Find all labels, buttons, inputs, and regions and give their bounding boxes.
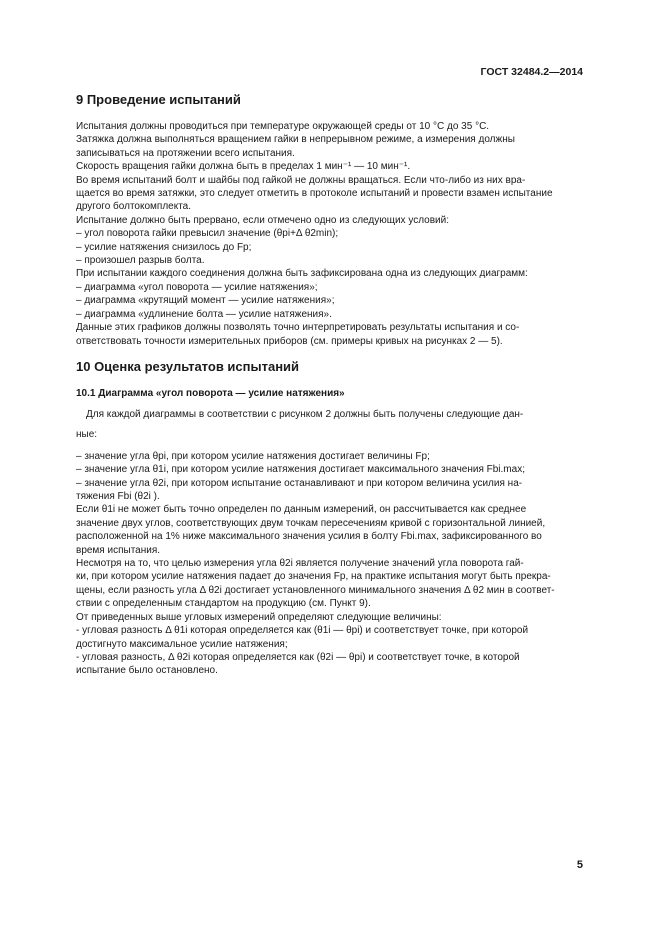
s9-line: Затяжка должна выполняться вращением гайки в непрерывном режиме, а измерения должны <box>76 134 515 146</box>
section-9 <box>76 92 584 107</box>
s9-line: ответствовать точности измерительных приборов (см. примеры кривых на рисунках 2 — 5). <box>76 335 503 347</box>
section-10 <box>76 359 584 374</box>
section-10-body <box>76 408 584 678</box>
s9-line: – усилие натяжения снизилось до Fp; <box>76 241 252 253</box>
s10-line: – значение угла θ2i, при котором испытание останавливают и при котором величина усилия на- <box>76 477 523 489</box>
s9-line: записываться на протяжении всего испытания. <box>76 147 295 159</box>
s10-line: – значение угла θ1i, при котором усилие натяжения достигает максимального значения Fbi.max; <box>76 464 525 476</box>
s10-line: тяжения Fbi (θ2i ). <box>76 491 160 503</box>
section-9-body <box>76 120 584 348</box>
subsection-10-1 <box>76 388 584 399</box>
s9-line: Испытания должны проводиться при температуре окружающей среды от 10 °С до 35 °С. <box>76 121 490 132</box>
s10-line: - угловая разность Δ θ1i которая определяется как (θ1i — θpi) и соответствует точке, при которой <box>76 625 529 637</box>
s10-line: щены, если разность угла Δ θ2i достигает установленного минимального значения Δ θ2 мин в соответ- <box>76 584 555 596</box>
s10-line: ствии с определенным стандартом на продукцию (см. Пункт 9). <box>76 598 371 610</box>
s9-line: щается во время затяжки, это следует отметить в протоколе испытаний и провести взамен испытание <box>76 188 553 200</box>
s9-line: Во время испытаний болт и шайбы под гайкой не должны вращаться. Если что-либо из них вра- <box>76 174 526 186</box>
s9-line: Скорость вращения гайки должна быть в пределах 1 мин⁻¹ — 10 мин⁻¹. <box>76 161 411 173</box>
s10-line: – значение угла θpi, при котором усилие натяжения достигает величины Fp; <box>76 450 430 462</box>
s10-line: Несмотря на то, что целью измерения угла θ2i является получение значений угла поворота гай- <box>76 558 524 570</box>
document-id: ГОСТ 32484.2—2014 <box>480 66 583 78</box>
page-number: 5 <box>576 859 583 871</box>
s10-line: достигнуто максимальное усилие натяжения; <box>76 638 288 650</box>
s9-line: – диаграмма «удлинение болта — усилие натяжения». <box>76 308 332 320</box>
s9-line: При испытании каждого соединения должна быть зафиксирована одна из следующих диаграмм: <box>76 268 528 280</box>
s9-line: Испытание должно быть прервано, если отмечено одно из следующих условий: <box>76 214 449 226</box>
s9-line: Данные этих графиков должны позволять точно интерпретировать результаты испытания и со- <box>76 322 520 334</box>
s10-line: - угловая разность, Δ θ2i которая определяется как (θ2i — θpi) и соответствует точке, в которой <box>76 651 520 663</box>
s9-line: – диаграмма «угол поворота — усилие натяжения»; <box>76 281 318 293</box>
subsection-10-1-title: 10.1 Диаграмма «угол поворота — усилие натяжения» <box>76 388 345 399</box>
s10-line: испытание было остановлено. <box>76 665 218 677</box>
s9-line: – диаграмма «крутящий момент — усилие натяжения»; <box>76 295 335 307</box>
s10-line: ные: <box>76 429 98 441</box>
s10-line: время испытания. <box>76 544 161 556</box>
s10-line: От приведенных выше угловых измерений определяют следующие величины: <box>76 611 442 623</box>
s10-line: Если θ1i не может быть точно определен по данным измерений, он рассчитывается как среднее <box>76 504 527 516</box>
s10-line: расположенной на 1% ниже максимального значения усилия в болту Fbi.max, зафиксированного во <box>76 531 542 543</box>
s10-line: значение двух углов, соответствующих двум точкам пересечениям кривой с горизонтальной линией, <box>76 517 546 529</box>
s10-line: ки, при котором усилие натяжения падает до значения Fp, на практике испытания могут быть прекра- <box>76 571 551 583</box>
s9-line: – произошел разрыв болта. <box>76 255 205 267</box>
s9-line: – угол поворота гайки превысил значение (θpi+Δ θ2min); <box>76 228 339 240</box>
s9-line: другого болтокомплекта. <box>76 201 192 213</box>
section-9-title: 9 Проведение испытаний <box>76 92 241 107</box>
section-10-title: 10 Оценка результатов испытаний <box>76 359 300 374</box>
s10-line: Для каждой диаграммы в соответствии с рисунком 2 должны быть получены следующие дан- <box>86 409 524 420</box>
